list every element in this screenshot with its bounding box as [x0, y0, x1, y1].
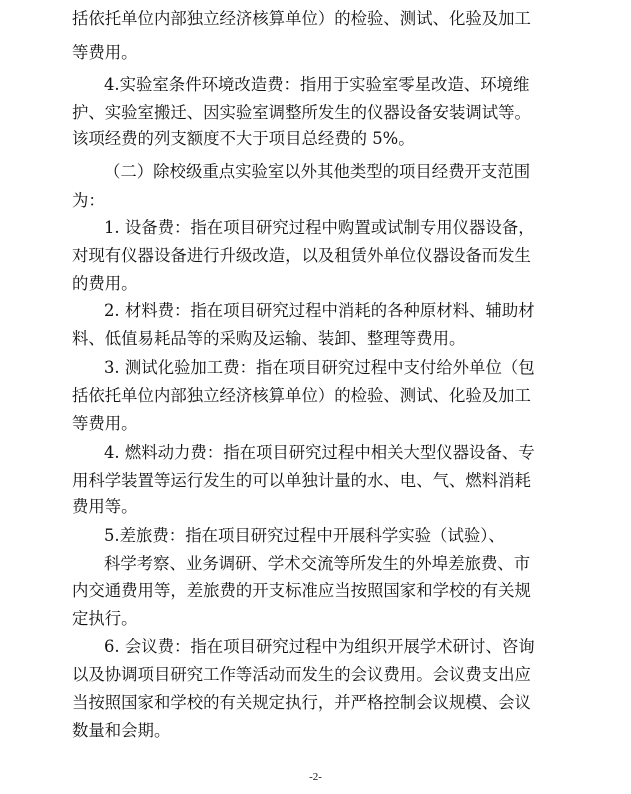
text-line: 等费用。 [72, 414, 138, 433]
text-line: 用科学装置等运行发生的可以单独计量的水、电、气、燃料消耗 [72, 471, 531, 490]
text-line: 科学考察、业务调研、学术交流等所发生的外埠差旅费、市 [104, 554, 531, 573]
item-4-fuel-power: 4. 燃料动力费：指在项目研究过程中相关大型仪器设备、专 [104, 443, 535, 462]
text-line: 对现有仪器设备进行升级改造，以及租赁外单位仪器设备而发生 [72, 246, 531, 265]
page-number: -2- [309, 771, 322, 783]
text-line: 的费用。 [72, 274, 138, 293]
text-line: 料、低值易耗品等的采购及运输、装卸、整理等费用。 [72, 329, 466, 348]
text-line: 定执行。 [72, 609, 138, 628]
item-3-testing: 3. 测试化验加工费：指在项目研究过程中支付给外单位（包 [104, 358, 535, 377]
text-line: 护、实验室搬迁、因实验室调整所发生的仪器设备安装调试等。 [72, 103, 531, 122]
item-6-meetings: 6. 会议费：指在项目研究过程中为组织开展学术研讨、咨询 [104, 637, 535, 656]
text-line: 括依托单位内部独立经济核算单位）的检验、测试、化验及加工 [72, 386, 531, 405]
section-heading-2: （二）除校级重点实验室以外其他类型的项目经费开支范围 [104, 162, 531, 181]
text-line: 当按照国家和学校的有关规定执行，并严格控制会议规模、会议 [72, 693, 531, 712]
text-line: 内交通费用等，差旅费的开支标准应当按照国家和学校的有关规 [72, 581, 531, 600]
text-line: 为： [72, 191, 105, 210]
text-line: 括依托单位内部独立经济核算单位）的检验、测试、化验及加工 [72, 9, 531, 28]
text-line: 数量和会期。 [72, 721, 171, 740]
text-line: 以及协调项目研究工作等活动而发生的会议费用。会议费支出应 [72, 665, 531, 684]
item-5-travel: 5.差旅费：指在项目研究过程中开展科学实验（试验）、 [104, 526, 505, 545]
text-line: 费用等。 [72, 497, 138, 516]
item-2-materials: 2. 材料费：指在项目研究过程中消耗的各种原材料、辅助材 [104, 301, 535, 320]
text-line: 等费用。 [72, 43, 138, 62]
item-1-equipment: 1. 设备费：指在项目研究过程中购置或试制专用仪器设备， [104, 218, 535, 237]
text-line: 该项经费的列支额度不大于项目总经费的 5%。 [72, 129, 415, 148]
section-4-lab-renovation: 4.实验室条件环境改造费：指用于实验室零星改造、环境维 [104, 75, 530, 94]
